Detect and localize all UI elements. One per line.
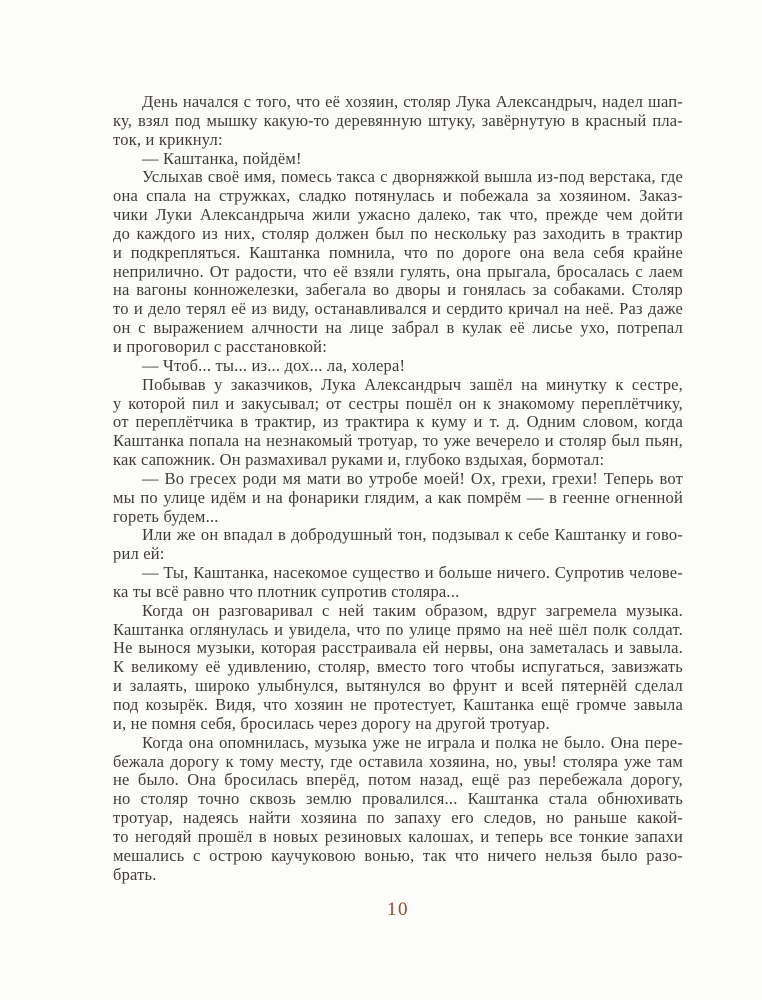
text-line: то и дело терял её из виду, останавливался и сердито кричал на неё. Раз даже (113, 300, 683, 319)
text-line: ка ты всё равно что плотник супротив столяра... (113, 582, 460, 601)
text-line: неприлично. От радости, что её взяли гулять, она прыгала, бросалась с лаем (113, 262, 683, 281)
text-line: — Каштанка, пойдём! (142, 149, 302, 168)
text-line: рил ей: (113, 545, 165, 564)
text-line: как сапожник. Он размахивал руками и, глубоко вздыхая, бормотал: (113, 451, 605, 470)
text-line: гореть будем... (113, 507, 219, 526)
text-line: Услыхав своё имя, помесь такса с дворняжкой вышла из-под верстака, где (142, 168, 683, 187)
text-line: чики Луки Александрыча жили ужасно далеко, так что, прежде чем дойти (113, 206, 683, 225)
text-line: у которой пил и закусывал; от сестры пошёл он к знакомому переплётчику, (113, 394, 683, 413)
text-line: и проговорил с расстановкой: (113, 337, 327, 356)
text-line: мы по улице идём и на фонарики глядим, а как помрём — в геенне огненной (113, 488, 683, 507)
page-number: 10 (387, 899, 409, 920)
text-line: бежала дорогу к тому месту, где оставила хозяина, но, увы! столяра уже там (113, 752, 683, 771)
text-line: но столяр точно сквозь землю провалился... Каштанка стала обнюхивать (113, 790, 683, 809)
text-line: ток, и крикнул: (113, 130, 223, 149)
text-line: на вагоны конножелезки, забегала во дворы и гонялась за собаками. Столяр (113, 281, 683, 300)
text-line: она спала на стружках, сладко потянулась и побежала за хозяином. Заказ- (113, 187, 683, 206)
text-line: — Ты, Каштанка, насекомое существо и больше ничего. Супротив челове- (142, 564, 683, 583)
text-line: под козырёк. Видя, что хозяин не протестует, Каштанка ещё громче завыла (113, 696, 683, 714)
text-line: мешались с острою каучуковою вонью, так что ничего нельзя было разо- (113, 846, 683, 865)
text-line: Когда он разговаривал с ней таким образом, вдруг загремела музыка. (142, 601, 683, 620)
text-line: Каштанка оглянулась и увидела, что по улице прямо на неё шёл полк солдат. (113, 620, 683, 639)
text-line: Когда она опомнилась, музыка уже не играла и полка не было. Она пере- (142, 733, 683, 752)
text-block (113, 93, 683, 884)
text-line: — Чтоб... ты... из... дох... ла, холера! (142, 356, 406, 375)
text-line: от переплётчика в трактир, из трактира к куму и т. д. Одним словом, когда (113, 413, 683, 432)
text-line: тротуар, надеясь найти хозяина по запаху его следов, но раньше какой- (113, 809, 683, 828)
text-line: Или же он впадал в добродушный тон, подзывал к себе Каштанку и гово- (142, 526, 683, 545)
text-line: и залаять, широко улыбнулся, вытянулся во фрунт и всей пятернёй сделал (113, 677, 683, 696)
text-line: Не вынося музыки, которая расстраивала ей нервы, она заметалась и завыла. (113, 639, 683, 658)
text-line: ку, взял под мышку какую-то деревянную штуку, завёрнутую в красный пла- (113, 111, 683, 130)
text-line: День начался с того, что её хозяин, столяр Лука Александрыч, надел шап- (142, 93, 683, 111)
text-line: и, не помня себя, бросилась через дорогу на другой тротуар. (113, 714, 550, 733)
text-line: брать. (113, 865, 157, 884)
text-line: не было. Она бросилась вперёд, потом назад, ещё раз перебежала дорогу, (113, 771, 683, 790)
text-line: — Во гресех роди мя мати во утробе моей! Ох, грехи, грехи! Теперь вот (142, 469, 683, 488)
text-line: и подкрепляться. Каштанка помнила, что по дороге она вела себя крайне (113, 243, 683, 262)
text-line: до каждого из них, столяр должен был по нескольку раз заходить в трактир (113, 224, 683, 243)
text-line: он с выражением алчности на лице забрал в кулак её лисье ухо, потрепал (113, 319, 683, 338)
text-line: Побывав у заказчиков, Лука Александрыч зашёл на минутку к сестре, (142, 375, 683, 394)
text-line: Каштанка попала на незнакомый тротуар, то уже вечерело и столяр был пьян, (113, 432, 683, 451)
text-line: то негодяй прошёл в новых резиновых калошах, и теперь все тонкие запахи (113, 827, 683, 846)
text-line: К великому её удивлению, столяр, вместо того чтобы испугаться, завизжать (113, 658, 683, 677)
